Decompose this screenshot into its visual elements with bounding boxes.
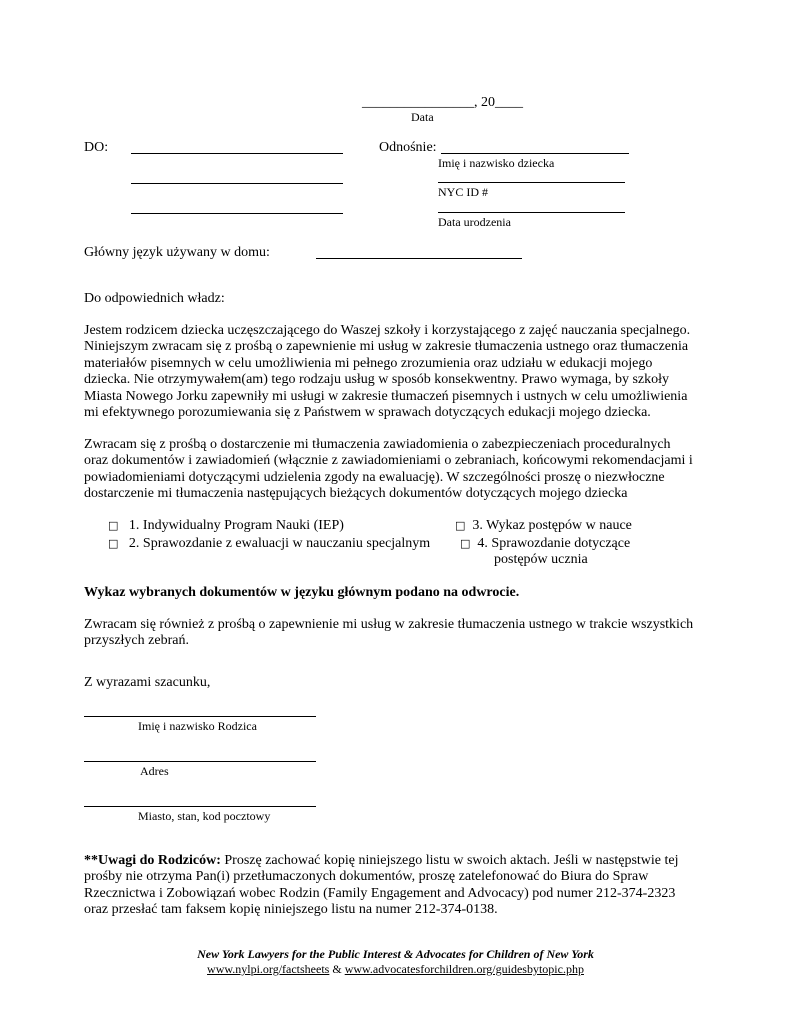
checkbox-icon[interactable]: □ [455,519,466,532]
paragraph-line: materiałów pisemnych w celu umożliwienia mi pełnego zrozumienia oraz udziału w edukacji mojego [84,355,653,371]
parent-name-label: Imię i nazwisko Rodzica [138,719,257,733]
checkbox-icon[interactable]: □ [460,537,471,550]
paragraph-line: Miasta Nowego Jorku zapewniły mi usługi w zakresie tłumaczeń pisemnych i ustnych w celu umożliwienia [84,388,688,404]
city-line[interactable] [84,806,316,807]
regarding-label: Odnośnie: [379,140,437,155]
paragraph-line: Rzecznictwa i Zobowiązań wobec Rodzin (Family Engagement and Advocacy) pod numer 212-374-2323 [84,885,676,901]
paragraph-line: przyszłych zebrań. [84,633,189,649]
nyc-id-line[interactable] [438,182,625,183]
nylpi-link[interactable]: www.nylpi.org/factsheets [207,962,330,976]
paragraph-3 [84,617,706,650]
checkbox-icon[interactable]: □ [108,519,119,532]
paragraph-line: oraz przesłać tam faksem kopię niniejszego listu na numer 212-374-0138. [84,902,498,918]
recipient-line-2[interactable] [131,183,343,184]
paragraph-line: mi efektywnego porozumiewania się z Państwem w sprawach dotyczących edukacji mojego dziecka. [84,405,651,421]
document-option-iep[interactable] [108,518,344,534]
footer-ampersand: & [332,962,342,976]
footer-orgs-text: New York Lawyers for the Public Interest & Advocates for Children of New York [197,947,594,961]
primary-language-line[interactable] [316,258,522,259]
salutation: Do odpowiednich władz: [84,291,225,306]
to-label: DO: [84,140,109,155]
city-label: Miasto, stan, kod pocztowy [138,809,271,823]
document-option-progress[interactable] [455,518,632,534]
document-option-label: 1. Indywidualny Program Nauki (IEP) [128,518,344,533]
child-name-label: Imię i nazwisko dziecka [438,156,555,170]
paragraph-2 [84,437,706,503]
date-line[interactable]: ________________, 20____ [362,95,523,110]
address-line[interactable] [84,761,316,762]
date-label: Data [411,110,434,124]
paragraph-line: Zwracam się również z prośbą o zapewnienie mi usług w zakresie tłumaczenia ustnego w trakcie wszystkich [84,617,694,632]
paragraph-line: dziecka. Nie otrzymywałem(am) tego rodzaju usług w sposób konsekwentny. Prawo wymaga, by szkoły [84,372,670,388]
paragraph-line: oraz dokumentów i zawiadomień (włącznie z zawiadomieniami o zebraniach, końcowymi rekomendacjami i [84,453,693,469]
paragraph-line: prośby nie otrzyma Pan(i) przetłumaczonych dokumentów, proszę zatelefonować do Biura do Spraw [84,869,649,885]
documents-note: Wykaz wybranych dokumentów w języku głównym podano na odwrocie. [84,585,520,600]
closing: Z wyrazami szacunku, [84,675,211,690]
birth-date-line[interactable] [438,212,625,213]
document-option-label: 4. Sprawozdanie dotyczące [477,536,631,551]
nyc-id-label: NYC ID # [438,185,488,199]
checkbox-icon[interactable]: □ [108,537,119,550]
document-option-label: 3. Wykaz postępów w nauce [472,518,632,533]
birth-date-label: Data urodzenia [438,215,511,229]
primary-language-label: Główny język używany w domu: [84,245,270,260]
recipient-line-3[interactable] [131,213,343,214]
document-option-report[interactable] [460,536,630,552]
parent-note [84,853,706,919]
paragraph-line: powiadomieniami dotyczącymi udzielenia zgody na ewaluację). W szczególności proszę o niezwłoczne [84,469,665,485]
paragraph-line: dostarczenie mi tłumaczenia następujących bieżących dokumentów dotyczących mojego dziecka [84,486,628,502]
paragraph-line: Jestem rodzicem dziecka uczęszczającego do Waszej szkoły i korzystającego z zajęć nauczania specjalnego. [84,323,691,338]
footer-links [0,962,791,976]
paragraph-line: Proszę zachować kopię niniejszego listu w swoich aktach. Jeśli w następstwie tej [220,853,679,868]
paragraph-line: Zwracam się z prośbą o dostarczenie mi tłumaczenia zawiadomienia o zabezpieczeniach proceduralnych [84,437,671,452]
parent-name-line[interactable] [84,716,316,717]
paragraph-1 [84,323,706,421]
document-option-label: 2. Sprawozdanie z ewaluacji w nauczaniu specjalnym [128,536,431,551]
parent-note-heading: **Uwagi do Rodziców: [84,853,221,868]
address-label: Adres [140,764,169,778]
paragraph-line: Niniejszym zwracam się z prośbą o zapewnienie mi usług w zakresie tłumaczenia ustnego oraz tłumaczenia [84,339,689,355]
document-option-evaluation[interactable] [108,536,430,552]
footer-orgs [0,947,791,961]
recipient-line-1[interactable] [131,153,343,154]
document-option-report-continued: postępów ucznia [494,552,588,567]
child-name-line[interactable] [441,153,629,154]
advocates-link[interactable]: www.advocatesforchildren.org/guidesbytopic.php [344,962,584,976]
